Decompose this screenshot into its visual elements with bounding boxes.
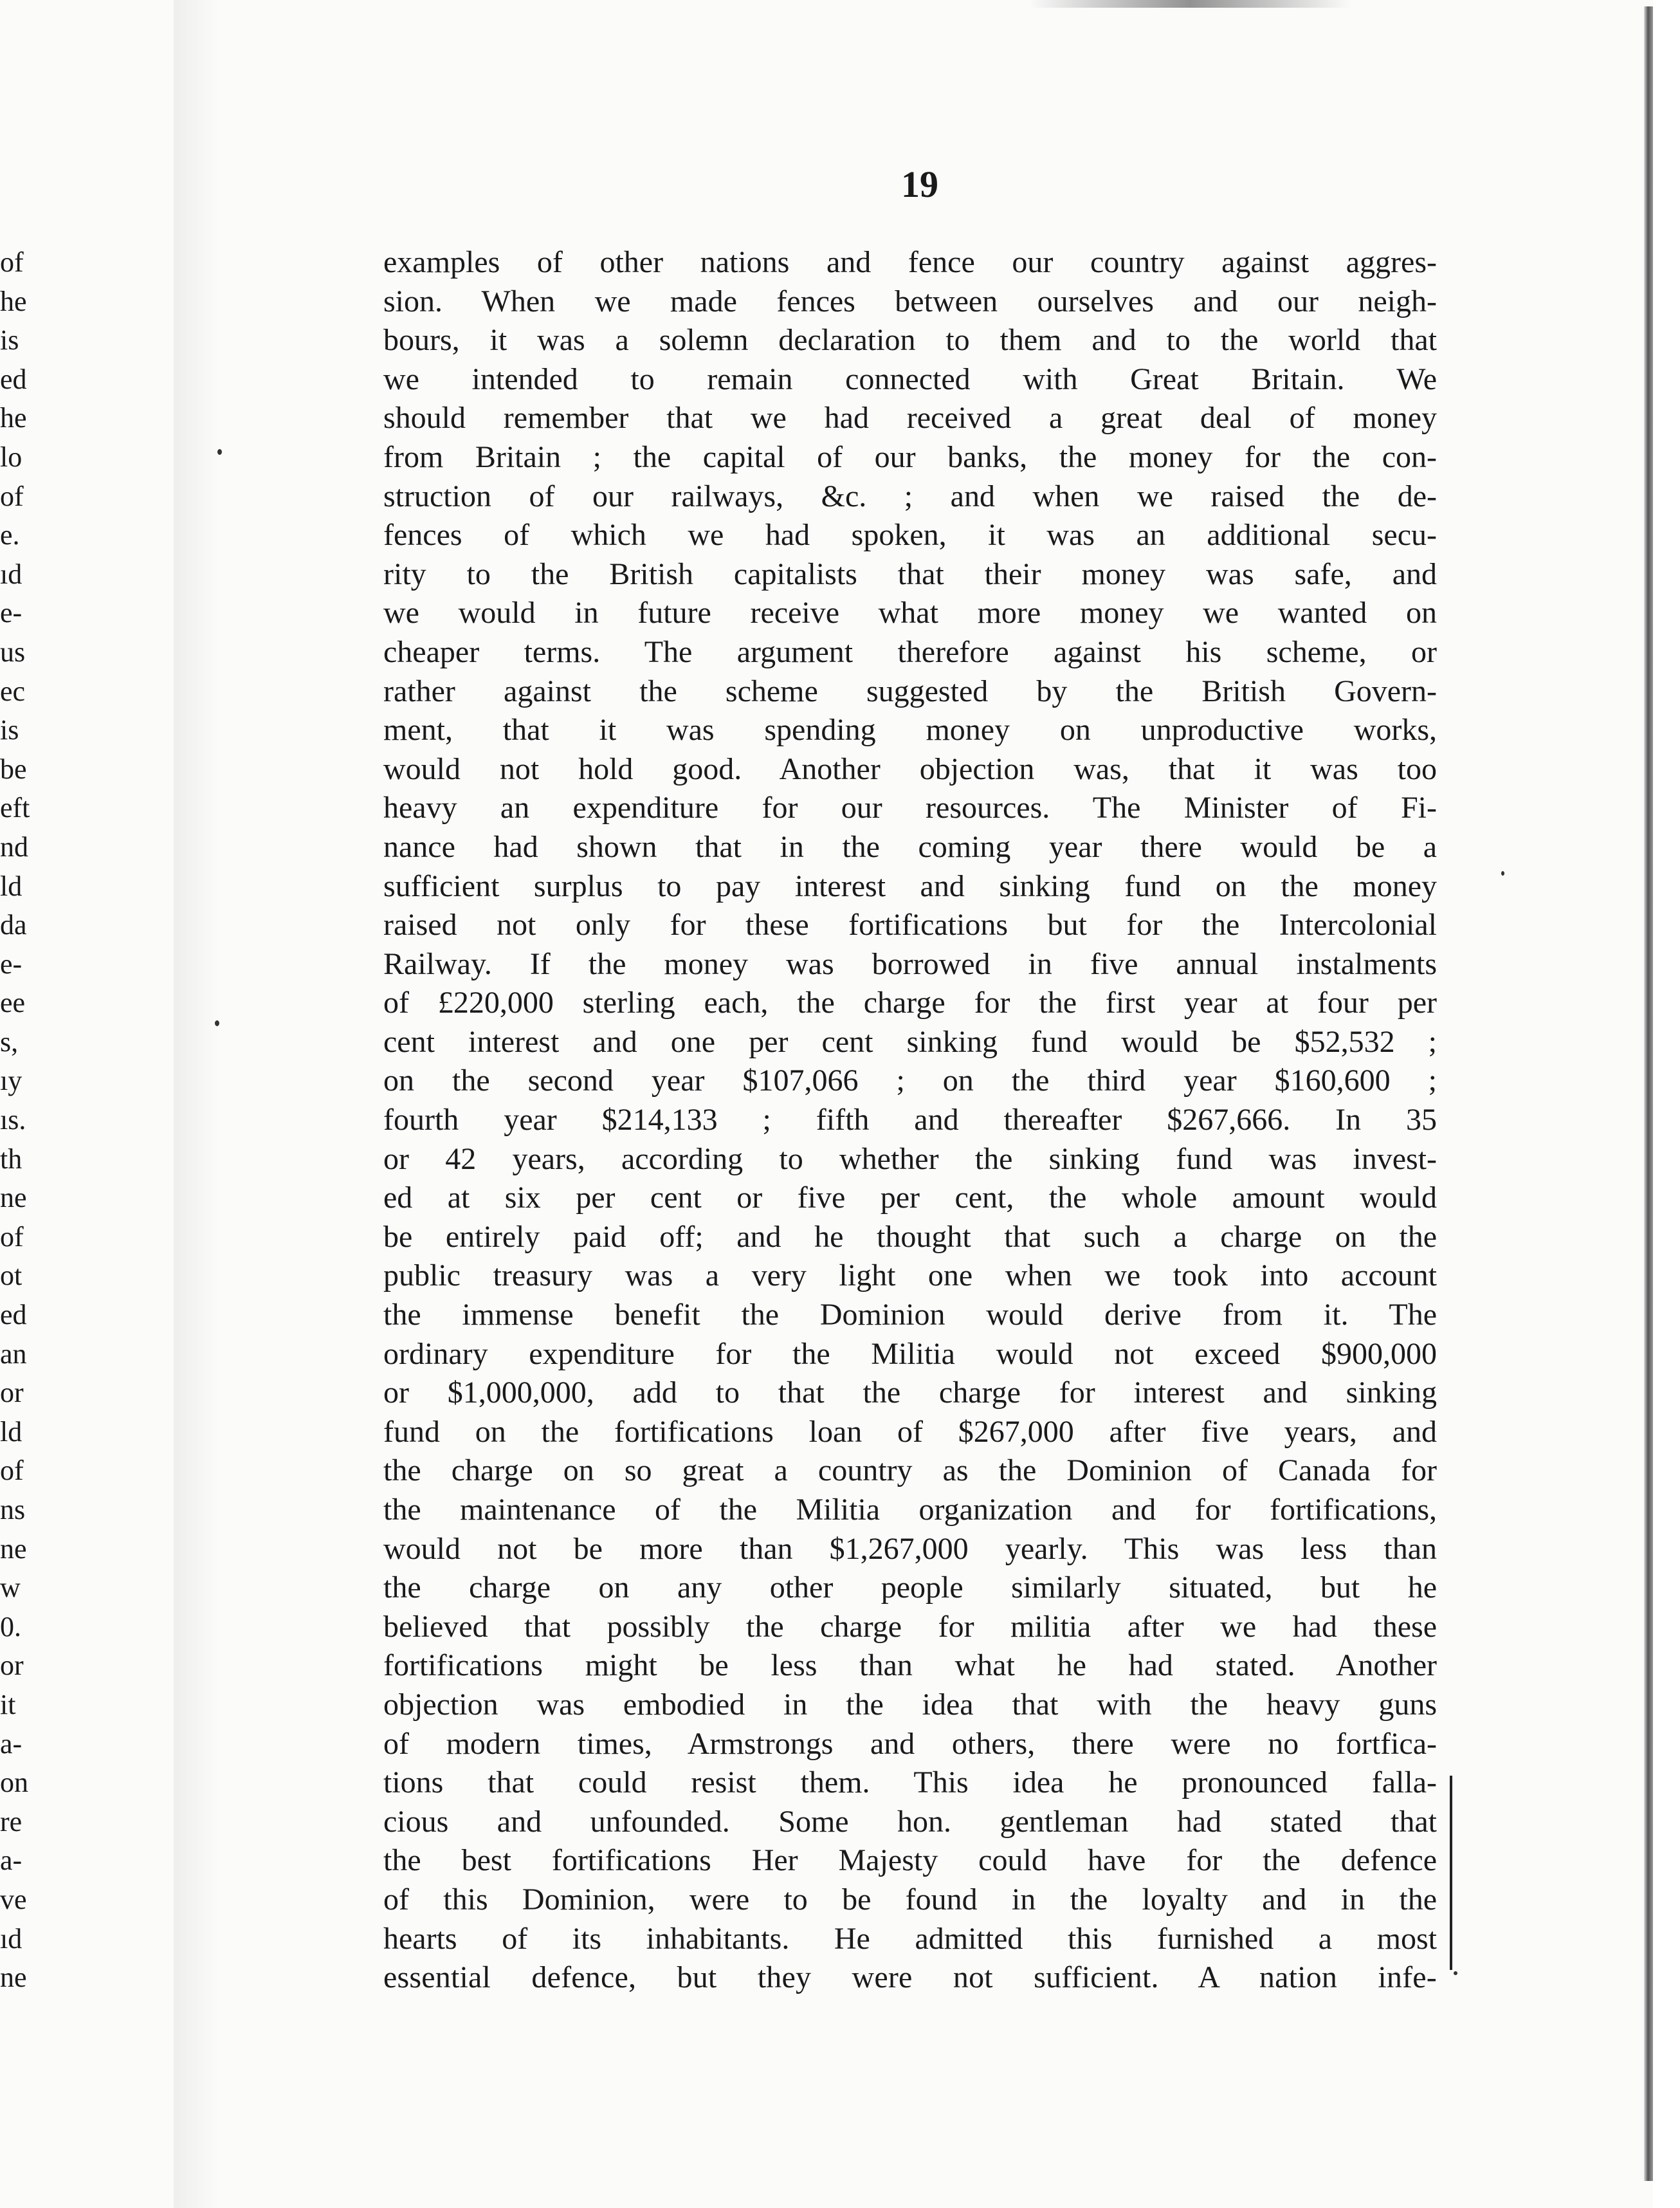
- text-line: tions that could resist them. This idea he pronounced falla-: [383, 1765, 1437, 1800]
- left-fragment-line: or: [0, 1650, 24, 1682]
- left-fragment-line: e-: [0, 948, 23, 980]
- left-fragment-line: of: [0, 480, 24, 512]
- text-line: we would in future receive what more money we wanted on: [383, 596, 1437, 630]
- text-line: the immense benefit the Dominion would derive from it. The: [383, 1298, 1437, 1332]
- left-fragment-line: is: [0, 324, 19, 356]
- left-fragment-line: ve: [0, 1883, 27, 1915]
- left-fragment-line: an: [0, 1338, 27, 1370]
- left-fragment-line: be: [0, 753, 27, 785]
- text-line: raised not only for these fortifications but for the Intercolonial: [383, 908, 1437, 943]
- text-line: fortifications might be less than what he had stated. Another: [383, 1648, 1437, 1683]
- text-line: be entirely paid off; and he thought that such a charge on the: [383, 1219, 1437, 1254]
- left-fragment-line: ne: [0, 1962, 27, 1994]
- scan-outer-margin: [1653, 0, 1680, 2208]
- left-fragment-line: of: [0, 246, 24, 278]
- left-page-fragments: [0, 243, 39, 1998]
- text-line: from Britain ; the capital of our banks, the money for the con-: [383, 439, 1437, 474]
- left-fragment-line: ne: [0, 1532, 27, 1565]
- left-fragment-line: ıd: [0, 558, 23, 590]
- text-line: essential defence, but they were not sufficient. A nation infe-: [383, 1960, 1437, 1995]
- ink-speck: [217, 449, 222, 455]
- text-line: fourth year $214,133 ; fifth and thereafter $267,666. In 35: [383, 1103, 1437, 1137]
- text-line: public treasury was a very light one when we took into account: [383, 1258, 1437, 1293]
- text-line: fund on the fortifications loan of $267,000 after five years, and: [383, 1414, 1437, 1449]
- text-line: Railway. If the money was borrowed in five annual instalments: [383, 946, 1437, 981]
- ink-speck: [1501, 871, 1504, 876]
- left-fragment-line: on: [0, 1767, 28, 1799]
- gutter-shadow: [174, 0, 219, 2208]
- text-line: of this Dominion, were to be found in the loyalty and in the: [383, 1882, 1437, 1917]
- text-line: or 42 years, according to whether the sinking fund was invest-: [383, 1141, 1437, 1176]
- left-fragment-line: re: [0, 1805, 23, 1837]
- text-line: cious and unfounded. Some hon. gentleman had stated that: [383, 1804, 1437, 1839]
- text-line: rather against the scheme suggested by the British Govern-: [383, 674, 1437, 708]
- left-fragment-line: ed: [0, 363, 27, 395]
- left-fragment-line: it: [0, 1688, 16, 1720]
- left-fragment-line: ne: [0, 1182, 27, 1214]
- top-edge-shadow: [1029, 0, 1351, 8]
- left-fragment-line: ee: [0, 987, 26, 1019]
- text-line: rity to the British capitalists that their money was safe, and: [383, 557, 1437, 591]
- text-line: the charge on any other people similarly situated, but he: [383, 1570, 1437, 1605]
- left-fragment-line: is: [0, 714, 19, 746]
- left-fragment-line: nd: [0, 831, 28, 863]
- text-line: ordinary expenditure for the Militia would not exceed $900,000: [383, 1336, 1437, 1371]
- text-line: should remember that we had received a great deal of money: [383, 401, 1437, 436]
- left-fragment-line: ed: [0, 1299, 27, 1331]
- text-line: on the second year $107,066 ; on the third year $160,600 ;: [383, 1063, 1437, 1098]
- left-fragment-line: of: [0, 1455, 24, 1487]
- left-fragment-line: ld: [0, 870, 23, 902]
- text-line: sion. When we made fences between ourselves and our neigh-: [383, 284, 1437, 318]
- left-fragment-line: of: [0, 1220, 24, 1253]
- text-line: bours, it was a solemn declaration to them and to the world that: [383, 323, 1437, 358]
- text-line: examples of other nations and fence our country against aggres-: [383, 245, 1437, 279]
- page-number: 19: [901, 163, 938, 205]
- text-line: ed at six per cent or five per cent, the whole amount would: [383, 1181, 1437, 1215]
- left-fragment-line: s,: [0, 1026, 19, 1058]
- left-fragment-line: ıd: [0, 1922, 23, 1955]
- text-line: believed that possibly the charge for militia after we had these: [383, 1609, 1437, 1644]
- text-line: struction of our railways, &c. ; and when we raised the de-: [383, 479, 1437, 513]
- left-fragment-line: ec: [0, 675, 26, 707]
- text-line: heavy an expenditure for our resources. The Minister of Fi-: [383, 791, 1437, 825]
- ink-speck: [215, 1020, 219, 1026]
- text-line: of £220,000 sterling each, the charge for the first year at four per: [383, 986, 1437, 1020]
- left-fragment-line: w: [0, 1572, 21, 1604]
- left-fragment-line: a-: [0, 1727, 23, 1760]
- text-line: nance had shown that in the coming year there would be a: [383, 829, 1437, 864]
- text-line: would not be more than $1,267,000 yearly. This was less than: [383, 1531, 1437, 1566]
- text-line: cent interest and one per cent sinking fund would be $52,532 ;: [383, 1024, 1437, 1059]
- left-fragment-line: lo: [0, 441, 23, 473]
- margin-marker-line: [1450, 1776, 1452, 1970]
- left-fragment-line: e-: [0, 597, 23, 629]
- text-line: the maintenance of the Militia organization and for fortifications,: [383, 1493, 1437, 1527]
- text-line: sufficient surplus to pay interest and sinking fund on the money: [383, 869, 1437, 903]
- left-fragment-line: ld: [0, 1415, 23, 1448]
- left-fragment-line: he: [0, 285, 27, 317]
- text-line: the charge on so great a country as the Dominion of Canada for: [383, 1453, 1437, 1488]
- text-line: of modern times, Armstrongs and others, there were no fortfica-: [383, 1726, 1437, 1761]
- left-fragment-line: th: [0, 1143, 23, 1175]
- left-fragment-line: he: [0, 402, 27, 434]
- left-fragment-line: ot: [0, 1260, 23, 1292]
- text-line: or $1,000,000, add to that the charge for interest and sinking: [383, 1375, 1437, 1410]
- text-line: hearts of its inhabitants. He admitted this furnished a most: [383, 1921, 1437, 1956]
- left-fragment-line: or: [0, 1377, 24, 1409]
- left-fragment-line: ıy: [0, 1065, 23, 1097]
- page-right-edge: [1644, 6, 1653, 2181]
- left-fragment-line: ıs.: [0, 1104, 26, 1136]
- left-fragment-line: ns: [0, 1494, 26, 1525]
- text-line: ment, that it was spending money on unproductive works,: [383, 713, 1437, 748]
- left-fragment-line: eft: [0, 792, 30, 824]
- left-fragment-line: da: [0, 909, 27, 941]
- left-fragment-line: us: [0, 636, 26, 668]
- ink-speck: [1454, 1971, 1457, 1975]
- text-line: would not hold good. Another objection was, that it was too: [383, 751, 1437, 786]
- text-line: the best fortifications Her Majesty could have for the defence: [383, 1843, 1437, 1878]
- left-fragment-line: e.: [0, 519, 20, 551]
- left-fragment-line: 0.: [0, 1610, 21, 1642]
- body-text: [383, 243, 1437, 1998]
- text-line: cheaper terms. The argument therefore against his scheme, or: [383, 634, 1437, 669]
- text-line: we intended to remain connected with Great Britain. We: [383, 362, 1437, 396]
- left-fragment-line: a-: [0, 1845, 23, 1877]
- text-line: fences of which we had spoken, it was an additional secu-: [383, 518, 1437, 553]
- text-line: objection was embodied in the idea that with the heavy guns: [383, 1687, 1437, 1722]
